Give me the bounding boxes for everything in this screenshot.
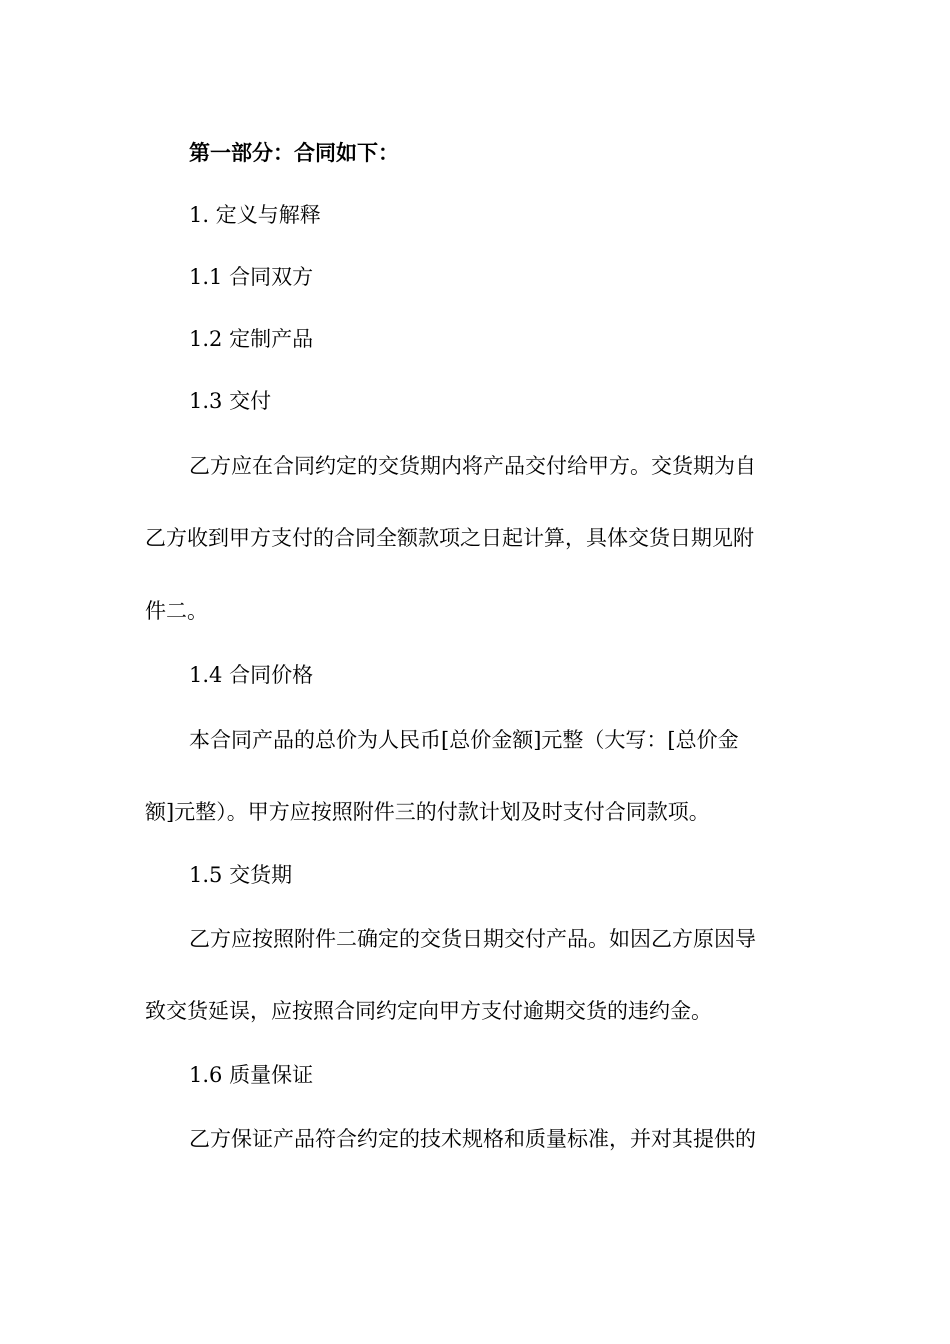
clause-1-4-title: 1.4 合同价格 <box>189 663 314 687</box>
section-1-title: 1. 定义与解释 <box>189 203 321 227</box>
price-paragraph-line-2: 额]元整）。甲方应按照附件三的付款计划及时支付合同款项。 <box>145 800 710 824</box>
clause-1-2-title: 1.2 定制产品 <box>189 327 314 351</box>
quality-paragraph-line-1: 乙方保证产品符合约定的技术规格和质量标准，并对其提供的 <box>189 1127 756 1151</box>
clause-1-3-title: 1.3 交付 <box>189 389 272 413</box>
delivery-paragraph-line-1: 乙方应在合同约定的交货期内将产品交付给甲方。交货期为自 <box>189 454 756 478</box>
part-heading: 第一部分：合同如下： <box>189 140 399 165</box>
clause-1-5-title: 1.5 交货期 <box>189 863 293 887</box>
clause-1-6-title: 1.6 质量保证 <box>189 1063 314 1087</box>
delivery-paragraph-line-2: 乙方收到甲方支付的合同全额款项之日起计算，具体交货日期见附 <box>145 526 754 550</box>
period-paragraph-line-1: 乙方应按照附件二确定的交货日期交付产品。如因乙方原因导 <box>189 927 756 951</box>
delivery-paragraph-line-3: 件二。 <box>145 599 208 623</box>
period-paragraph-line-2: 致交货延误，应按照合同约定向甲方支付逾期交货的违约金。 <box>145 999 712 1023</box>
price-paragraph-line-1: 本合同产品的总价为人民币[总价金额]元整（大写：[总价金 <box>189 728 739 752</box>
clause-1-1-title: 1.1 合同双方 <box>189 265 314 289</box>
